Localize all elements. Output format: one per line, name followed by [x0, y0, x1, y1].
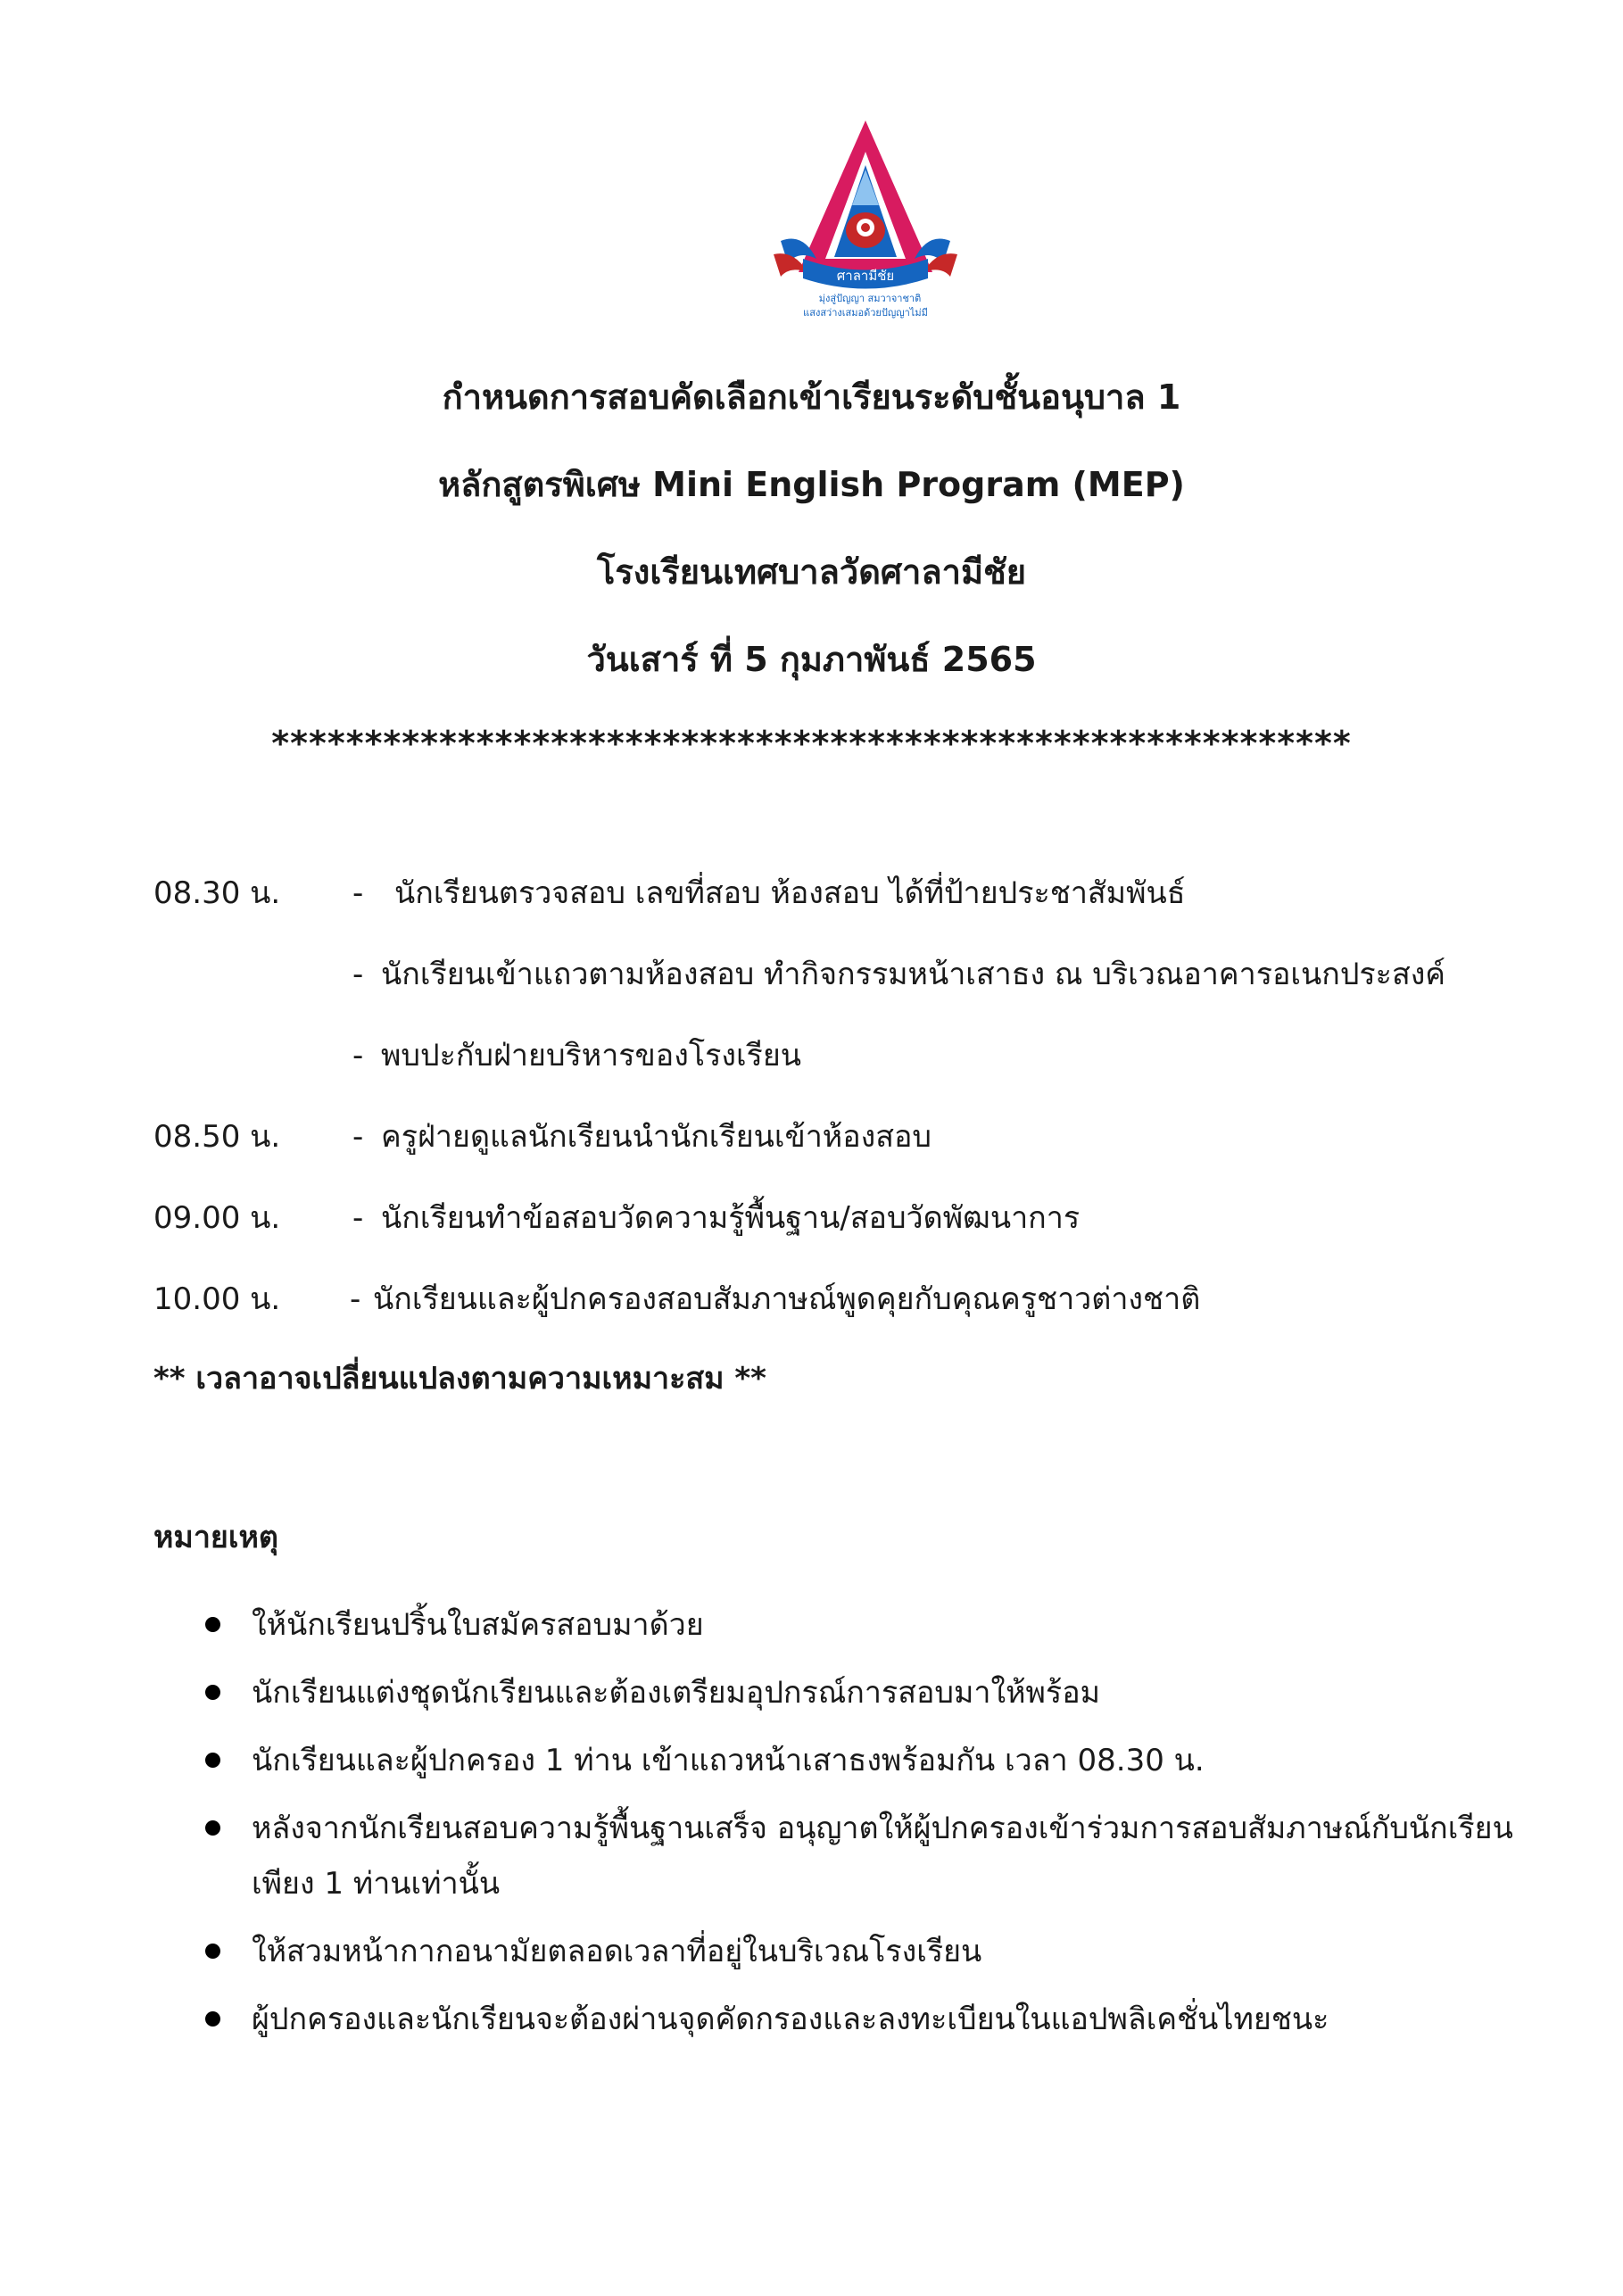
notes-heading: หมายเหตุ: [153, 1520, 278, 1555]
title-line-1: กำหนดการสอบคัดเลือกเข้าเรียนระดับชั้นอนุบาล 1: [442, 377, 1181, 417]
schedule-time: 10.00 น.: [153, 1281, 281, 1317]
schedule-activity: ครูฝ่ายดูแลนักเรียนนำนักเรียนเข้าห้องสอบ: [381, 1119, 932, 1155]
emblem-motto-line2: แสงสว่างเสมอด้วยปัญญาไม่มี: [803, 307, 928, 319]
notes-item: นักเรียนและผู้ปกครอง 1 ท่าน เข้าแถวหน้าเสาธงพร้อมกัน เวลา 08.30 น.: [252, 1743, 1205, 1778]
schedule-activity: พบปะกับฝ่ายบริหารของโรงเรียน: [381, 1038, 801, 1073]
schedule-activity: นักเรียนทำข้อสอบวัดความรู้พื้นฐาน/สอบวัดพัฒนาการ: [381, 1200, 1081, 1236]
schedule-dash: -: [350, 1281, 361, 1317]
notes-item: หลังจากนักเรียนสอบความรู้พื้นฐานเสร็จ อนุญาตให้ผู้ปกครองเข้าร่วมการสอบสัมภาษณ์กับนักเรียนเพียง 1 ท่านเท่านั้น: [252, 1811, 1513, 1902]
schedule-activity: นักเรียนเข้าแถวตามห้องสอบ ทำกิจกรรมหน้าเสาธง ณ บริเวณอาคารอเนกประสงค์: [381, 957, 1446, 992]
bullet-icon: [205, 1820, 220, 1836]
schedule-activity: นักเรียนตรวจสอบ เลขที่สอบ ห้องสอบ ได้ที่ป้ายประชาสัมพันธ์: [394, 875, 1186, 911]
notes-item: ผู้ปกครองและนักเรียนจะต้องผ่านจุดคัดกรองและลงทะเบียนในแอปพลิเคชั่นไทยชนะ: [252, 2002, 1329, 2037]
schedule-dash: -: [352, 1200, 364, 1236]
schedule-dash: -: [352, 875, 364, 911]
schedule-time: 08.30 น.: [153, 875, 281, 911]
bullet-icon: [205, 1944, 220, 1959]
title-line-2: หลักสูตรพิเศษ Mini English Program (MEP): [438, 465, 1185, 504]
schedule-dash: -: [352, 957, 364, 992]
notes-item: ให้สวมหน้ากากอนามัยตลอดเวลาที่อยู่ในบริเวณโรงเรียน: [252, 1934, 982, 1969]
schedule-time: 09.00 น.: [153, 1200, 281, 1236]
bullet-icon: [205, 1685, 220, 1700]
title-line-4-date: วันเสาร์ ที่ 5 กุมภาพันธ์ 2565: [586, 640, 1037, 679]
schedule-dash: -: [352, 1119, 364, 1155]
emblem-banner-text: ศาลามีชัย: [836, 268, 895, 284]
title-line-3: โรงเรียนเทศบาลวัดศาลามีชัย: [596, 552, 1027, 592]
school-emblem-icon: [763, 116, 968, 321]
separator-asterisks: **********************************************************: [271, 724, 1352, 763]
schedule-dash: -: [352, 1038, 364, 1073]
bullet-icon: [205, 1753, 220, 1768]
notes-item: ให้นักเรียนปริ้นใบสมัครสอบมาด้วย: [252, 1607, 704, 1643]
time-change-warning: ** เวลาอาจเปลี่ยนแปลงตามความเหมาะสม **: [153, 1361, 766, 1397]
bullet-icon: [205, 1617, 220, 1632]
notes-item: นักเรียนแต่งชุดนักเรียนและต้องเตรียมอุปกรณ์การสอบมาให้พร้อม: [252, 1675, 1101, 1711]
schedule-time: 08.50 น.: [153, 1119, 281, 1155]
schedule-activity: นักเรียนและผู้ปกครองสอบสัมภาษณ์พูดคุยกับคุณครูชาวต่างชาติ: [373, 1281, 1201, 1317]
bullet-icon: [205, 2011, 220, 2027]
emblem-motto-line1: มุ่งสู่ปัญญา สมวาจาชาติ: [818, 293, 922, 304]
